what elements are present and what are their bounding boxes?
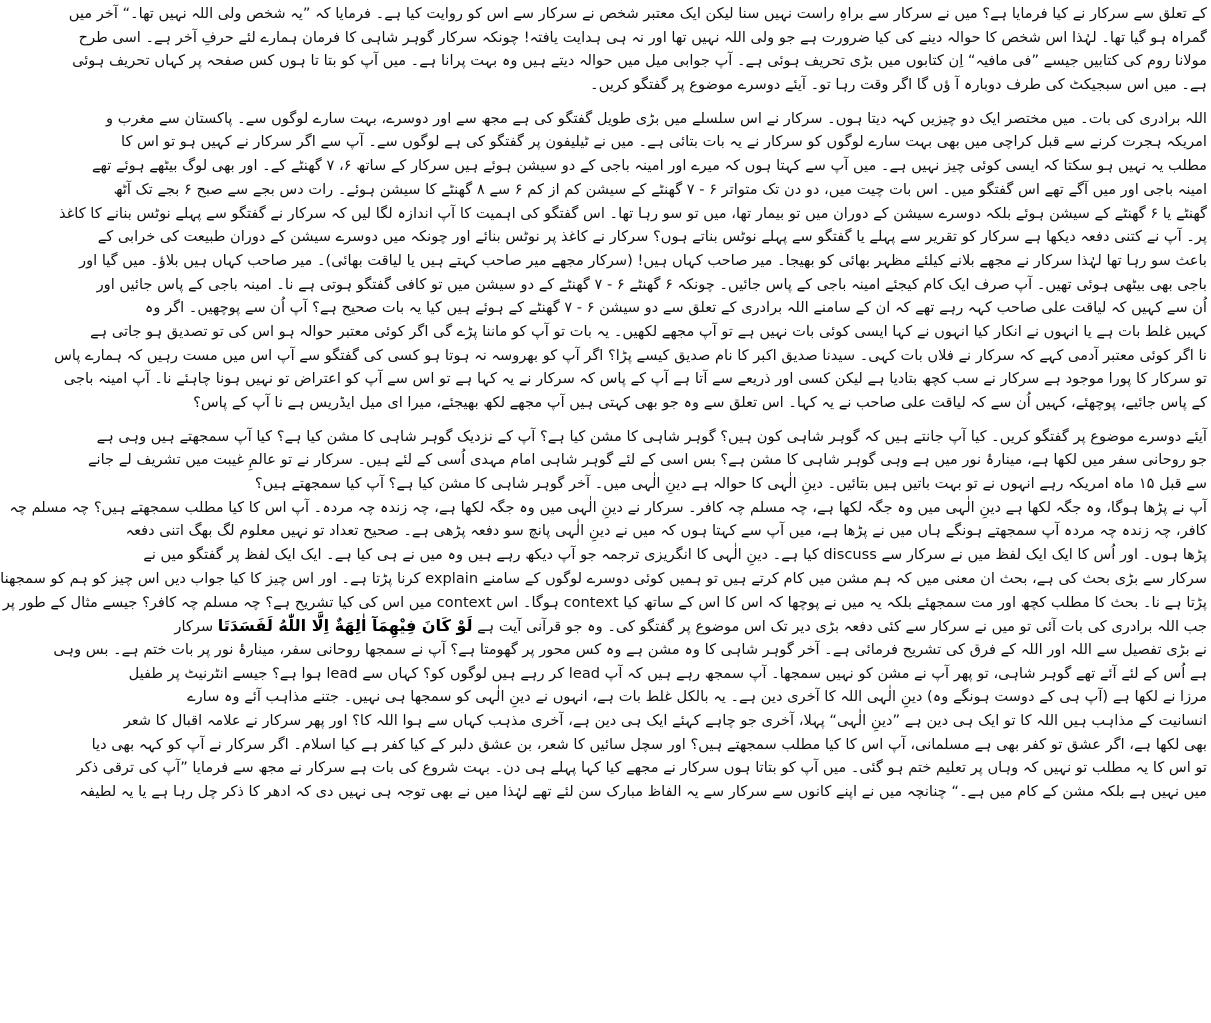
text-line: جو روحانی سفر میں لکھا ہے، مینارۂ نور میں ہے وہی گوہر شاہی کا مشن ہے؟ بس اسی کے لئے گوہر شاہی امام مہدی اُسی کے لئے ہیں۔ سرکار نے تو عالمِ غیبت میں تشریف لے جانے [87, 451, 1207, 469]
text-line-part: جب اللہ برادری کی بات آئی تو میں نے سرکار سے کئی دفعہ بڑی دیر تک اس موضوع پر گفتگو کی۔ وہ جو قرآنی آیت ہے [472, 618, 1207, 636]
text-line: کافر، چہ زندہ چہ مردہ آپ سمجھتے ہونگے ہاں میں نے پڑھا ہے، میں آپ سے کہتا ہوں کہ میں نے دینِ الٰہی پانچ سو دفعہ پڑھی ہے۔ صحیح تعداد تو نہیں معلوم لگ بھگ اتنی دفعہ [125, 522, 1207, 540]
text-line: باجی بھی بیٹھی ہوئی تھیں۔ آپ صرف ایک کام کیجئے امینہ باجی کے پاس جائیں۔ چونکہ ۶ گھنٹے ۶ - ۷ گھنٹے کے دو سیشن میں تو کافی گفتگو ہوتی ہے نا۔ امینہ باجی کے پاس جائیں اور [96, 275, 1207, 293]
text-line: مولانا روم کی کتابیں جیسے ”فی مافیہ“ اِن کتابوں میں بڑی تحریف ہوئی ہے۔ آپ جوابی میل میں حوالہ دیتے ہیں وہ بہت پرانا ہے۔ میں آپ کو بتا تا ہوں کس صفحہ پر کہاں تحریف ہوئی [72, 52, 1207, 70]
text-line: انسانیت کے مذاہب ہیں اللہ کا تو ایک ہی دین ہے ”دینِ الٰہی“ پہلا، آخری جو چاہے کہئے ایک ہی دین ہے، آخری مذہب کہاں سے ہوا اللہ کا؟ اور پھر سرکار نے علامہ اقبال کا شعر [123, 711, 1207, 729]
text-line: باعث سو رہا تھا لہٰذا سرکار نے مجھے بلانے کیلئے مظہر بھائی کو بھیجا۔ میر صاحب کہاں ہیں! (سرکار مجھے میر صاحب کہتے ہیں یا لیاقت بھائی)۔ میر صاحب کہاں ہیں بلاؤ۔ میں گیا اور [79, 251, 1207, 269]
text-line-part: سرکار [174, 618, 218, 636]
paragraph-gap [511, 415, 1207, 425]
text-line: امینہ باجی اور میں آگے تھے اس گفتگو میں۔ اس بات چیت میں، دو دن تک متواتر ۶ - ۷ گھنٹے کے سیشن کم از کم ۶ سے ۸ گھنٹے کا سیشن ہوئے۔ رات دس بجے سے صبح ۶ بجے تک آٹھ [113, 180, 1207, 198]
text-line: مرزا نے لکھا ہے (آپ ہی کے دوست ہونگے وہ) دینِ الٰہی اللہ کا آخری دین ہے۔ یہ بالکل غلط بات ہے، انہوں نے دینِ الٰہی کو سمجھا ہی نہیں۔ جتنے مذاہب آئے وہ سارے [187, 688, 1207, 706]
text-line: پڑھا ہوں۔ اور اُس کا ایک ایک لفظ میں نے سرکار سے discuss کیا ہے۔ دینِ الٰہی کا انگریزی ترجمہ جو آپ دیکھ رہے ہیں وہ میں نے ہی کیا ہے۔ ایک ایک لفظ پر گفتگو میں نے [143, 546, 1207, 564]
text-line: آیئے دوسرے موضوع پر گفتگو کریں۔ کیا آپ جانتے ہیں کہ گوہر شاہی کون ہیں؟ گوہر شاہی کا مشن کیا ہے؟ آپ کے نزدیک گوہر شاہی کا مشن کیا ہے؟ کیا آپ سمجھتے ہیں وہی ہے [96, 427, 1207, 445]
text-line: سرکار سے بڑی بحث کی ہے، بحث ان معنی میں کہ ہم مشن میں کام کرتے ہیں تو ہمیں کوئی دوسرے لوگوں کے سامنے explain کرنا پڑتا ہے۔ اور اس چیز کا کیا جواب دیں اس چیز کو ہم کو سمجھنا [0, 569, 1207, 587]
text-line: نا اگر کوئی معتبر آدمی کہے کہ سرکار نے فلاں بات کہی۔ سیدنا صدیق اکبر کا نام صدیق کیسے پڑا؟ اگر آپ کو بھروسہ نہ ہوتا ہو کسی کی گفتگو سے آپ اس میں مست رہیں کہ ہمارے پاس [54, 346, 1207, 364]
text-line: گمراہ ہو گیا تھا۔ لہٰذا اس شخص کا حوالہ دینے کی کیا ضرورت ہے جو ولی اللہ نہیں تھا اور نہ ہی ہدایت یافتہ! چونکہ سرکار گوہر شاہی کا فرمان ہمارے لئے حرفِ آخر ہے۔ اسی طرح [78, 28, 1207, 46]
quranic-verse: لَوْ کَانَ فِیْهِمَآ اٰلِهَةٌ اِلَّا اللّٰهُ لَفَسَدَتَا [217, 616, 473, 636]
text-line: میں نہیں ہے بلکہ مشن کے کام میں ہے۔“ چنانچہ میں نے اپنے کانوں سے سرکار سے یہ الفاظ مبارک سن لئے تھے لہٰذا میں نے بھی توجہ ہی نہیں دی کہ ادھر کا ذکر چل رہا ہے یا یہ لطیفہ [79, 783, 1207, 800]
text-line: تو اس کا یہ مطلب تو نہیں کہ وہاں پر تعلیم ختم ہو گئی۔ میں آپ کو بتاتا ہوں سرکار نے مجھے کیا کہا پہلے ہی دن۔ بہت شروع کی بات ہے سرکار نے مجھ سے فرمایا ”آپ کی ترقی ذکر [76, 759, 1207, 777]
text-line: کے پاس جائیے، پوچھئے، کہیں اُن سے کہ لیاقت علی صاحب نے یہ کہا۔ اس تعلق سے وہ جو بھی کہتی ہیں آپ مجھے لکھ بھیجئے، میرا ای میل ایڈریس ہے نا آپ کے پاس؟ [193, 394, 1207, 411]
text-line: آپ نے پڑھا ہوگا، وہ جگہ لکھا ہے دینِ الٰہی میں وہ جگہ لکھا ہے، چہ مسلم چہ کافر۔ سرکار نے دینِ الٰہی میں وہ جگہ لکھا ہے، چہ زندہ چہ مردہ۔ آپ اس کا کیا مطلب سمجھتے ہیں؟ چہ مسلم چہ [9, 498, 1207, 516]
text-line: ہے۔ میں اس سبجیکٹ کی طرف دوبارہ آ ؤں گا اگر وقت رہا تو۔ آیئے دوسرے موضوع پر گفتگو کریں۔ [590, 76, 1207, 94]
text-line: بھی لکھا ہے، اگر عشق تو کفر بھی ہے مسلمانی، آپ اس کا کیا مطلب سمجھتے ہیں؟ اور سچل سائیں کا شعر، بن عشق دلبر کے کیا کفر ہے کیا اسلام۔ اگر سرکار نے آپ کو کہہ بھی دیا [91, 735, 1207, 753]
text-line: اللہ برادری کی بات۔ میں مختصر ایک دو چیزیں کہہ دیتا ہوں۔ سرکار نے اس سلسلے میں بڑی طویل گفتگو کی ہے مجھ سے اور دوسرے، بہت سارے لوگوں سے۔ پاکستان سے مغرب و [106, 109, 1207, 127]
text-line: کے تعلق سے سرکار نے کیا فرمایا ہے؟ میں نے سرکار سے براہِ راست نہیں سنا لیکن ایک معتبر شخص نے سرکار سے اس کو روایت کیا ہے۔ فرمایا کہ ”یہ شخص ولی اللہ نہیں تھا۔“ آخر میں [68, 5, 1207, 22]
text-line: سے قبل ۱۵ ماہ امریکہ رہے انہوں نے تو بہت باتیں ہیں بتائیں۔ دینِ الٰہی کا حوالہ ہے دینِ الٰہی میں۔ آخر گوہر شاہی کا مشن کیا ہے؟ آپ کیا سمجھتے ہیں؟ [254, 475, 1207, 493]
text-line: نے بڑی تفصیل سے اللہ اور اللہ کے فرق کی تشریح فرمائی ہے۔ آخر گوہر شاہی کا وہ مشن ہے وہ کس محور پر گھومتا ہے؟ آپ نے سمجھا روحانی سفر، مینارۂ نور پر بات ختم ہے۔ بس وہی [53, 640, 1207, 658]
text-line: کہیں غلط بات ہے یا انہوں نے انکار کیا انہوں نے کہا ایسی کوئی بات نہیں ہے تو آپ مجھے لکھیں۔ یہ بات تو آپ کو ماننا پڑے گی اگر کوئی معتبر حوالہ ہو اس کی تو تصدیق ہو جاتی ہے [90, 322, 1207, 340]
text-line: مطلب یہ نہیں ہو سکتا کہ ایسی کوئی چیز نہیں ہے۔ میں آپ سے کہتا ہوں کہ میرے اور امینہ باجی کے دو سیشن ہوئے ہیں سرکار کے ساتھ ۶، ۷ گھنٹے کے۔ اور بھی لوگ بیٹھے ہوئے تھے [91, 157, 1207, 175]
paragraph-gap [511, 97, 1207, 107]
text-line: پڑتا ہے نا۔ بحث کا مطلب کچھ اور مت سمجھئے بلکہ یہ میں نے پوچھا کہ اس کا اس کے ساتھ کیا context ہوگا۔ اس context میں اس کی کیا تشریح ہے؟ چہ مسلم چہ کافر؟ جیسے مثال کے طور پر [2, 593, 1207, 611]
text-line: پر۔ آپ نے کتنی دفعہ دیکھا ہے سرکار کو تقریر سے پہلے یا گفتگو سے پہلے نوٹس بناتے ہوں؟ سرکار نے کاغذ پر نوٹس بنائے اور چونکہ میں دوسرے سیشن کے دوران طبیعت کی خرابی کے [97, 228, 1207, 246]
text-line: اُن سے کہیں کہ لیاقت علی صاحب کہہ رہے تھے کہ ان کے سامنے اللہ برادری کے تعلق سے دو سیشن ۶ - ۷ گھنٹے کے ہوئے ہیں کیا یہ بات صحیح ہے؟ آپ اُن سے پوچھیں۔ اگر وہ [144, 299, 1207, 317]
text-line: امریکہ ہجرت کرنے سے قبل کراچی میں بھی بہت سارے لوگوں کو سرکار نے یہ بات بتائی ہے۔ میں نے ٹیلیفون پر گفتگو کی ہے لوگوں سے۔ آپ سے اگر سرکار نے کہیں ہو تو اس کا [121, 133, 1207, 151]
text-line: گھنٹے یا ۶ گھنٹے کے سیشن ہوئے بلکہ دوسرے سیشن کے دوران میں تو بیمار تھا، میں تو سو رہا تھا۔ اس گفتگو کی اہمیت کا آپ اندازہ لگا لیں کہ سرکار نے گفتگو سے پہلے نوٹس بنانے کا کاغذ [58, 204, 1207, 222]
text-line: ہے اُس کے لئے آئے تھے گوہر شاہی، تو پھر آپ نے مشن کو نہیں سمجھا۔ آپ سمجھ رہے ہیں کہ آپ lead کر رہے ہیں لوگوں کو؟ کہاں سے lead ہوا ہے؟ جیسے انٹرنیٹ پر طفیل [128, 664, 1207, 682]
text-line [174, 614, 1207, 638]
text-line: تو سرکار کا پورا موجود ہے سرکار نے سب کچھ بتادیا ہے لیکن کسی اور ذریعے سے آتا ہے آپ کے پاس کہ سرکار نے یہ کہا ہے تو اس سے آپ کو اعتراض تو نہیں ہونا چاہئے نا۔ آپ امینہ باجی [63, 370, 1207, 388]
